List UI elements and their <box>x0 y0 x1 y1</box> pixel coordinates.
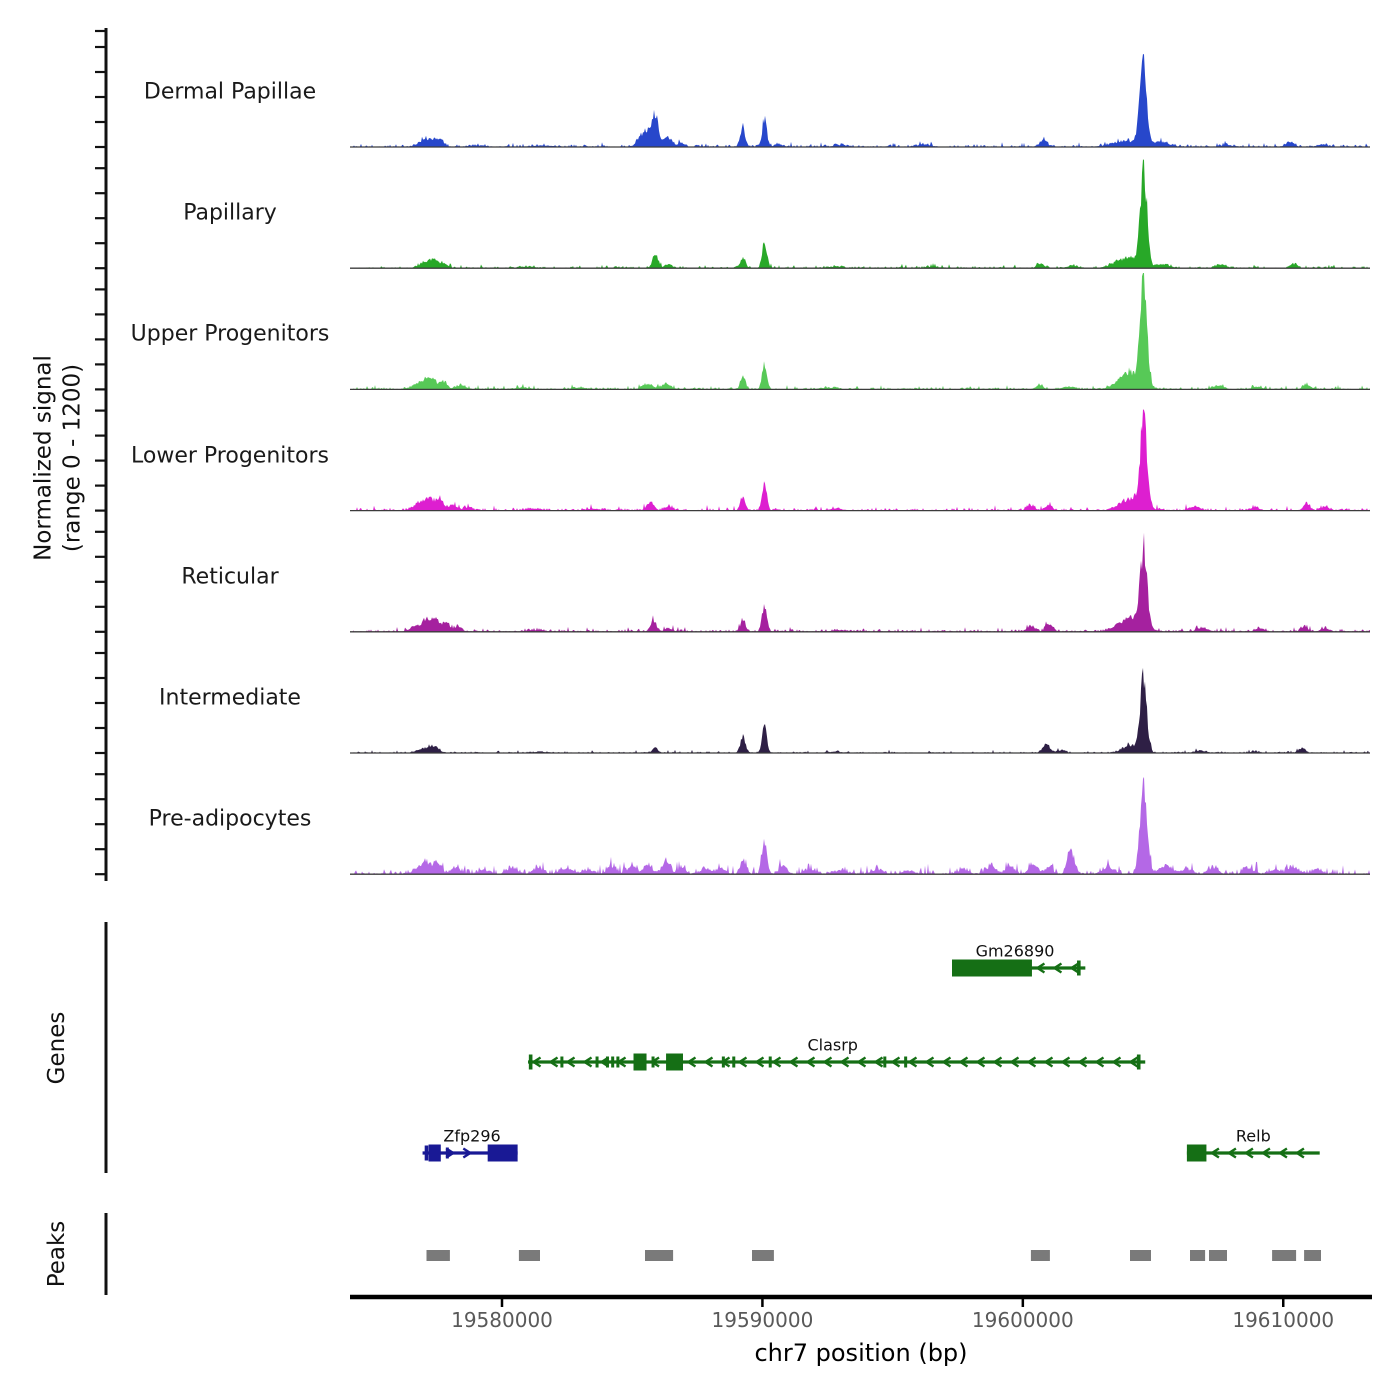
gene-exon-box <box>1187 1145 1207 1162</box>
gene-label-zfp296: Zfp296 <box>443 1126 501 1146</box>
signal-track-lower-progenitors <box>350 409 1370 510</box>
gene-exon-box <box>429 1145 441 1162</box>
gene-label-clasrp: Clasrp <box>807 1035 858 1055</box>
gene-exon-box <box>666 1054 683 1071</box>
signal-track-dermal-papillae <box>350 54 1370 147</box>
track-label-intermediate: Intermediate <box>159 685 301 711</box>
signal-track-intermediate <box>350 668 1370 753</box>
signal-track-pre-adipocytes <box>350 777 1370 874</box>
peak-regions <box>427 1250 1322 1261</box>
gene-clasrp <box>528 1054 1145 1071</box>
peak-region <box>519 1250 540 1261</box>
peak-region <box>752 1250 774 1261</box>
peak-region <box>1209 1250 1227 1261</box>
peak-region <box>1190 1250 1205 1261</box>
x-axis-title: chr7 position (bp) <box>754 1339 968 1367</box>
peaks-section-label: Peaks <box>44 1220 70 1288</box>
track-label-upper-progenitors: Upper Progenitors <box>130 321 330 347</box>
y-axis-title-line2: (range 0 - 1200) <box>59 363 85 553</box>
peak-region <box>1272 1250 1296 1261</box>
track-label-lower-progenitors: Lower Progenitors <box>131 443 329 469</box>
peak-region <box>1130 1250 1151 1261</box>
track-label-reticular: Reticular <box>181 564 279 590</box>
peak-region <box>427 1250 450 1261</box>
x-axis <box>350 1297 1372 1307</box>
peak-region <box>645 1250 673 1261</box>
x-tick-label-19580000: 19580000 <box>451 1308 553 1332</box>
track-label-papillary: Papillary <box>183 200 277 226</box>
gene-exon-box <box>488 1145 518 1162</box>
signal-track-reticular <box>350 533 1370 632</box>
signal-track-upper-progenitors <box>350 273 1370 389</box>
peak-region <box>1031 1250 1050 1261</box>
genes-section-label: Genes <box>44 1011 70 1085</box>
track-label-dermal-papillae: Dermal Papillae <box>143 79 317 105</box>
gene-label-gm26890: Gm26890 <box>975 941 1055 961</box>
signal-track-papillary <box>350 159 1370 268</box>
gene-zfp296 <box>423 1145 518 1162</box>
gene-relb <box>1187 1145 1320 1162</box>
gene-exon-box <box>952 960 1032 977</box>
gene-exon-box <box>634 1054 647 1071</box>
x-tick-label-19600000: 19600000 <box>971 1308 1074 1332</box>
y-axis-title-line1: Normalized signal <box>30 355 57 561</box>
track-label-pre-adipocytes: Pre-adipocytes <box>148 806 312 832</box>
gene-label-relb: Relb <box>1235 1126 1271 1146</box>
y-axis <box>95 28 106 881</box>
peak-region <box>1304 1250 1321 1261</box>
x-tick-label-19590000: 19590000 <box>711 1308 814 1332</box>
x-tick-label-19610000: 19610000 <box>1232 1308 1335 1332</box>
gene-gm26890 <box>952 960 1085 977</box>
